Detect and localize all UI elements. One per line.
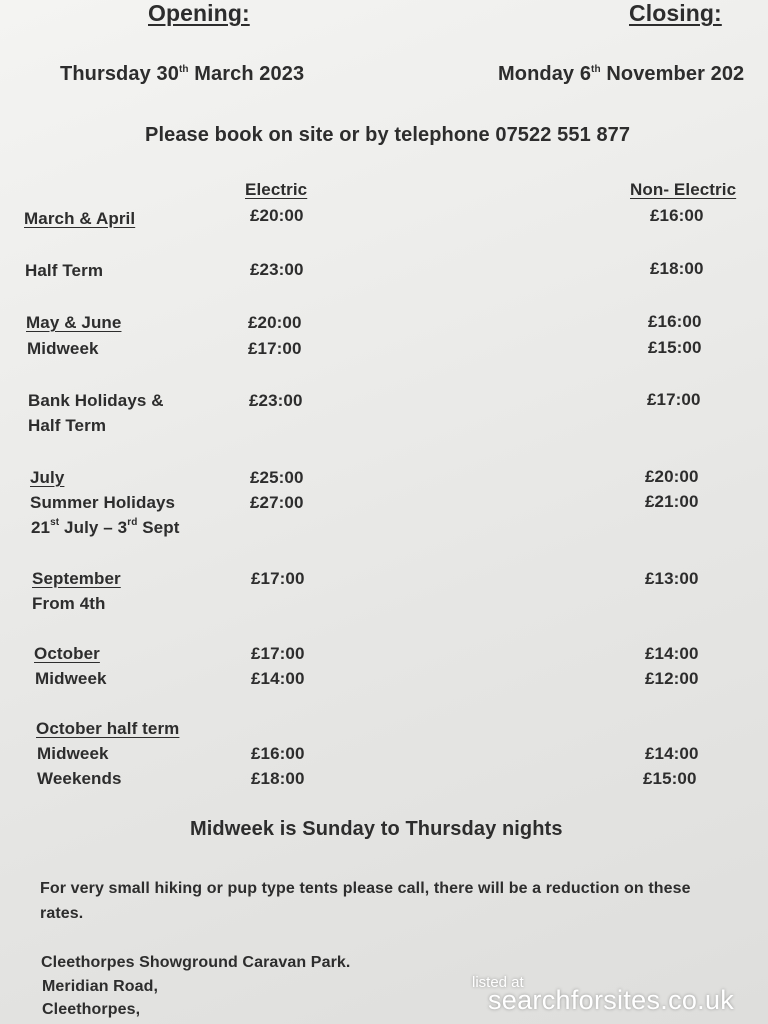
address-line-2: Meridian Road, xyxy=(42,978,159,995)
row-label-october: October xyxy=(34,644,100,663)
price-non-electric: £13:00 xyxy=(645,569,699,588)
row-label-half-term: Half Term xyxy=(25,261,104,280)
non-electric-column-header: Non- Electric xyxy=(630,180,737,199)
address-line-3: Cleethorpes, xyxy=(42,1001,141,1018)
price-non-electric: £15:00 xyxy=(648,338,702,357)
row-label-bank-holidays-half-term: Half Term xyxy=(28,416,107,435)
price-electric: £23:00 xyxy=(250,260,304,279)
price-non-electric: £16:00 xyxy=(648,312,702,331)
row-label-bank-holidays: Bank Holidays & xyxy=(28,391,164,410)
row-label-weekends: Weekends xyxy=(37,769,122,788)
price-non-electric: £12:00 xyxy=(645,669,699,688)
price-electric: £14:00 xyxy=(251,669,305,688)
row-label-summer-holidays: Summer Holidays xyxy=(30,493,176,512)
price-non-electric: £15:00 xyxy=(643,769,697,788)
price-electric: £17:00 xyxy=(248,339,302,358)
watermark-listed-at: listed at xyxy=(472,974,524,991)
price-electric: £25:00 xyxy=(250,468,304,487)
address-line-1: Cleethorpes Showground Caravan Park. xyxy=(41,954,351,971)
price-non-electric: £16:00 xyxy=(650,206,704,225)
watermark-site: searchforsites.co.uk xyxy=(488,985,735,1015)
price-non-electric: £14:00 xyxy=(645,644,699,663)
price-electric: £23:00 xyxy=(249,391,303,410)
summer-date-range: 21st July – 3rd Sept xyxy=(31,517,180,537)
electric-column-header: Electric xyxy=(245,180,308,199)
price-non-electric: £20:00 xyxy=(645,467,699,486)
price-non-electric: £18:00 xyxy=(650,259,704,278)
row-label-from-4th: From 4th xyxy=(32,594,106,613)
row-label-september: September xyxy=(32,569,121,588)
price-electric: £17:00 xyxy=(251,644,305,663)
row-label-october-half-term: October half term xyxy=(36,719,180,738)
row-label-july: July xyxy=(30,468,65,487)
tent-note-line-2: rates. xyxy=(40,905,84,922)
opening-heading: Opening: xyxy=(148,0,250,26)
price-non-electric: £21:00 xyxy=(645,492,699,511)
tent-note-line-1: For very small hiking or pup type tents please call, there will be a reduction on these xyxy=(40,880,691,897)
price-non-electric: £14:00 xyxy=(645,744,699,763)
booking-line: Please book on site or by telephone 07522 551 877 xyxy=(145,124,631,146)
closing-date: Monday 6th November 202 xyxy=(498,63,745,85)
row-label-midweek: Midweek xyxy=(35,669,107,688)
price-electric: £20:00 xyxy=(250,206,304,225)
row-label-midweek: Midweek xyxy=(37,744,109,763)
opening-date: Thursday 30th March 2023 xyxy=(60,63,305,85)
price-electric: £17:00 xyxy=(251,569,305,588)
row-label-midweek: Midweek xyxy=(27,339,99,358)
price-electric: £20:00 xyxy=(248,313,302,332)
price-electric: £18:00 xyxy=(251,769,305,788)
price-non-electric: £17:00 xyxy=(647,390,701,409)
midweek-definition: Midweek is Sunday to Thursday nights xyxy=(190,818,563,840)
closing-heading: Closing: xyxy=(629,0,722,26)
price-electric: £27:00 xyxy=(250,493,304,512)
price-electric: £16:00 xyxy=(251,744,305,763)
row-label-march-april: March & April xyxy=(24,209,136,228)
row-label-may-june: May & June xyxy=(26,313,122,332)
